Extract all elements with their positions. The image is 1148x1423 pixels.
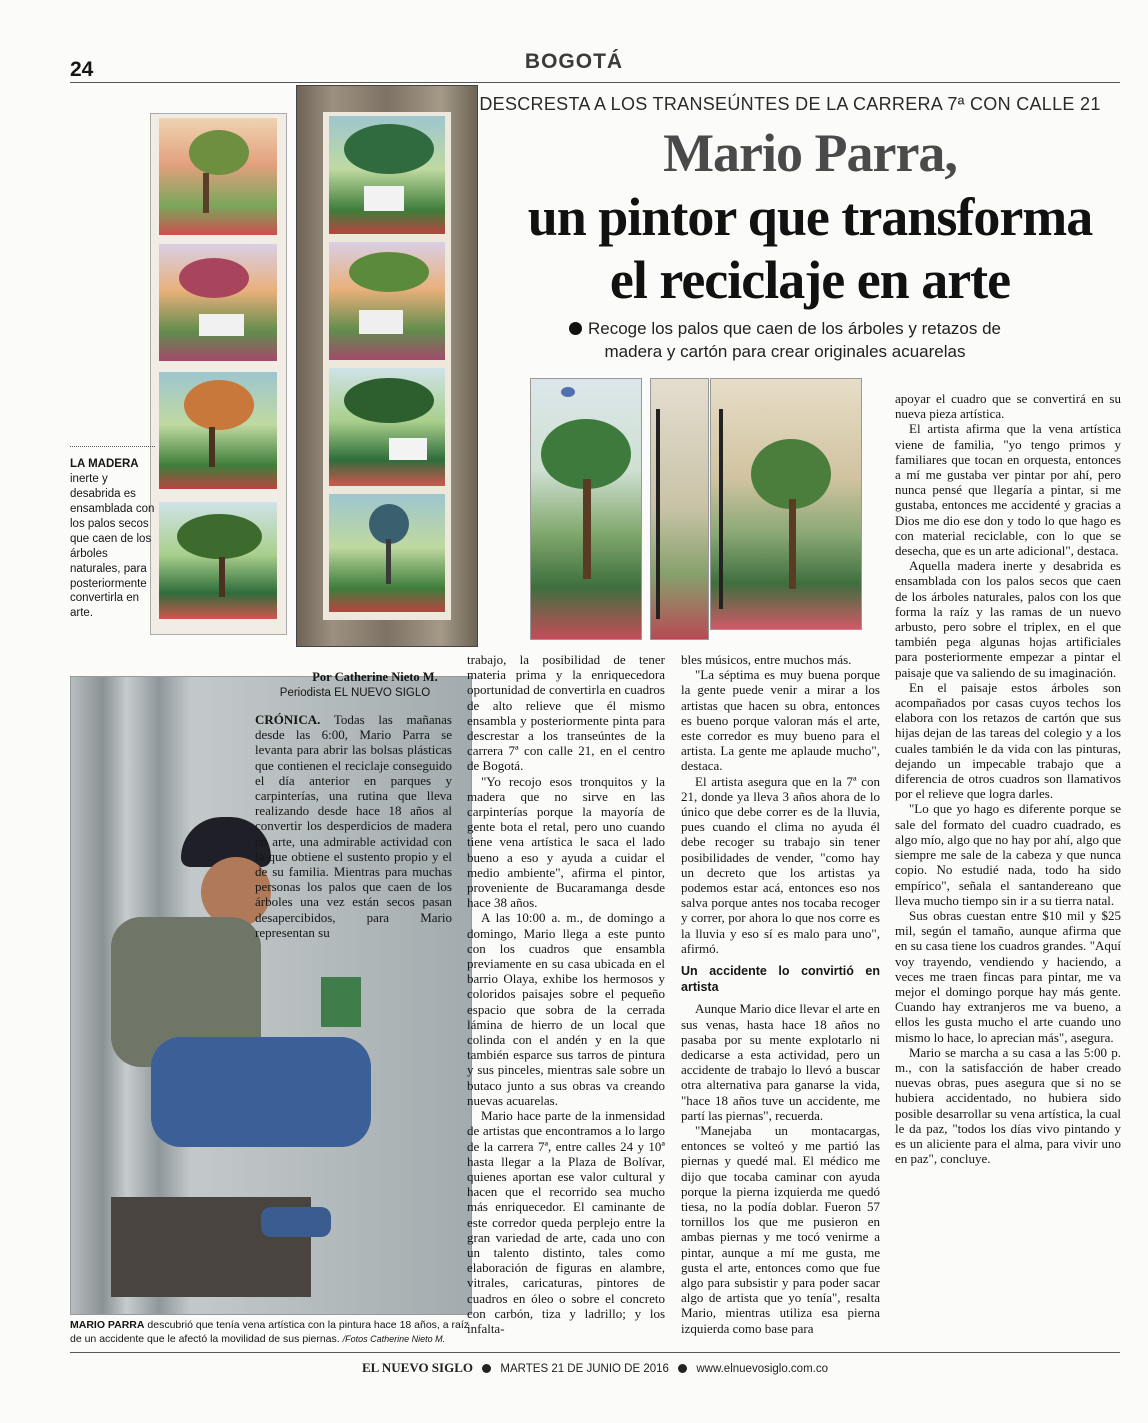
painting-panel <box>329 494 445 612</box>
dateline: CRÓNICA. <box>255 712 321 727</box>
paragraph: Sus obras cuestan entre $10 mil y $25 mil, según el tamaño, aunque afirma que en su casa tiene los cuadros grandes. "Aquí voy trayendo, vendiendo y haciendo, a veces me traen fincas para pintar, me va mejor el domingo porque hay más gente. Cuando hay extranjeros me va bueno, a ellos les gusta mucho el arte cuando uno mismo lo hace, lo aprecian más", asegura. <box>895 907 1121 1045</box>
byline-role: Periodista EL NUEVO SIGLO <box>279 687 431 699</box>
headline-line-2: un pintor que transforma <box>527 186 1093 247</box>
paragraph: Todas las mañanas desde las 6:00, Mario Parra se levanta para abrir las bolsas plásticas que contienen el reciclaje conseguido el día anterior en parques y carpinterías, una rutina que lleva realizando desde hace 18 años al convertir los desperdicios de madera en arte, una admirable actividad con la que obtiene el sustento propio y el de su familia. Mientras para muchas personas los palos que caen de los árboles una vez están secos pasan desapercibidos, para Mario representan su <box>255 712 452 940</box>
paragraph: bles músicos, entre muchos más. <box>681 652 852 667</box>
headline-line-1: Mario Parra, <box>663 123 957 183</box>
column-3 <box>681 652 880 1336</box>
wood-caption <box>70 446 155 621</box>
photo-caption-title: MARIO PARRA <box>70 1319 145 1331</box>
painting-panel <box>159 372 277 489</box>
paragraph: "Yo recojo esos tronquitos y la madera que no sirve en las carpinterías porque la mayoría de gente bota el retal, pero uno cuando tiene vena artística le saca el lado bueno a eso y ayuda a cuidar el medio ambiente", afirma el pintor, proveniente de Bucaramanga desde hace 38 años. <box>467 773 665 911</box>
page-number: 24 <box>70 58 94 81</box>
paragraph: Mario hace parte de la inmensidad de artistas que encontramos a lo largo de la carrera 7ª, entre calles 24 y 10ª hasta llegar a la Plaza de Bolívar, quienes aportan ese valor cultural y hacen que el recorrido sea mucho más enriquecedor. El caminante de este corredor queda perplejo entre la gran variedad de arte, cada uno con un talento distinto, tales como elaboración de figuras en alambre, vitrales, caricaturas, pintores de cuadros en óleo o sobre el concreto con carbón, tiza y ladrillo; y los infalta- <box>467 1108 665 1336</box>
section-subhead: Un accidente lo convirtió en artista <box>681 964 880 994</box>
painting-panel <box>329 368 445 486</box>
painting-panel <box>329 116 445 234</box>
paragraph: "La séptima es muy buena porque la gente puede venir a mirar a los artistas que hacen su obra, entonces es bueno porque valoran más el arte, este corredor es muy bueno para el artista. La gente me aplaude mucho", destaca. <box>681 667 880 774</box>
headline-line-3: el reciclaje en arte <box>609 250 1011 311</box>
paper-logo: EL NUEVO SIGLO <box>362 1360 473 1375</box>
byline: Por Catherine Nieto M. <box>312 670 438 684</box>
framed-painting-photo <box>296 85 478 647</box>
painting-panel <box>159 118 277 235</box>
paragraph: "Manejaba un montacargas, entonces se volteó y me partió las piernas y quedé mal. El médico me dijo que tocaba caminar con ayuda porque la pierna izquierda me quedó tiesa, no la podía doblar. Fueron 57 tornillos los que me pusieron en ambas piernas y me tocó venirme a pintar, aunque a mí me gusta, me gusta el arte, entonces como que fue algo para subsistir y para poder sacar algo de artista que yo tenía", resalta Mario, mientras utiliza esa pierna izquierda como base para <box>681 1122 880 1336</box>
paragraph: trabajo, la posibilidad de tener materia prima y la enriquecedora oportunidad de convertirla en cuadros de alto relieve que él mismo ensambla y posteriormente pinta para descrestar a los transeúntes de la carrera 7ª con calle 21, en el centro de Bogotá. <box>467 652 665 774</box>
photo-caption <box>70 1318 470 1346</box>
wood-caption-text: inerte y desabrida es ensamblada con los palos secos que caen de los árboles naturales, para posteriormente convertirla en arte. <box>70 472 155 620</box>
bullet-icon <box>482 1364 491 1373</box>
section-title: BOGOTÁ <box>524 50 624 73</box>
wood-caption-title: LA MADERA <box>70 458 139 470</box>
footer-url: www.elnuevosiglo.com.co <box>696 1363 828 1375</box>
paragraph: Aunque Mario dice llevar el arte en sus venas, hasta hace 18 años no pasaba por su mente explotarlo ni dedicarse a esta actividad, pero un accidente de trabajo lo llevó a buscar otra alternativa para ganarse la vida, "hace 18 años tuve un accidente, me partí las piernas", recuerda. <box>681 1001 880 1123</box>
paragraph: En el paisaje estos árboles son acompañados por casas cuyos techos los elabora con los retazos de cartón que sus hijas dejan de las tareas del colegio y a los cuales también le da vida con las pinturas, dejando un impecable trabajo que a diferencia de otros cuadros son llamativos por el relieve que logra darles. <box>895 679 1121 802</box>
paragraph: A las 10:00 a. m., de domingo a domingo, Mario llega a este punto con los cuadros que ensambla previamente en su casa ubicada en el barrio Olaya, exhibe los hermosos y coloridos paisajes sobre el pequeño espacio que sobra de la cerrada lámina de hierro de un local que colinda con el andén y en la que también esparce sus tarros de pintura y sus pinceles, mientras sale sobre un butaco junto a sus obras va creando nuevas acuarelas. <box>467 910 665 1108</box>
paragraph: El artista afirma que la vena artística viene de familia, "yo tengo primos y familiares que tocan en orquesta, entonces a mí me gustaba ver pintar por ahí, pero nunca pensé que llegaría a pintar, si me gustaba, entonces me accidenté y gracias a Dios me dio ese don y todo lo que hago es con material reciclable, con lo que se desecha, que es un arte adicional", destaca. <box>895 421 1121 559</box>
photo-caption-text: descubrió que tenía vena artística con la pintura hace 18 años, a raíz de un accidente que le afectó la movilidad de sus piernas. <box>70 1319 470 1346</box>
paragraph: Aquella madera inerte y desabrida es ensamblada con los palos secos que caen de los árboles naturales, palos con los que forma la raíz y las ramas de un nuevo arbusto, pero sobre el triplex, en el que también pega algunas hojas artificiales para posteriormente empezar a pintar el paisaje que va saliendo de su imaginación. <box>895 558 1121 680</box>
subhead-text: Recoge los palos que caen de los árboles y retazos de madera y cartón para crear originales acuarelas <box>588 319 1001 361</box>
bullet-icon <box>678 1364 687 1373</box>
footer-rule <box>70 1352 1120 1353</box>
header-rule <box>70 82 1120 83</box>
headline <box>470 122 1148 313</box>
painting-panel <box>159 502 277 619</box>
column-1 <box>255 712 452 940</box>
photo-credit: /Fotos Catherine Nieto M. <box>342 1334 446 1345</box>
column-2 <box>467 652 665 1336</box>
relief-painting-photo <box>650 378 709 640</box>
frame-canvas <box>323 112 451 620</box>
bullet-icon <box>569 322 582 335</box>
footer <box>70 1360 1120 1376</box>
kicker: DESCRESTA A LOS TRANSEÚNTES DE LA CARRERA 7ª CON CALLE 21 <box>479 94 1101 114</box>
subhead <box>560 318 1010 364</box>
painting-panel <box>329 242 445 360</box>
footer-date: MARTES 21 DE JUNIO DE 2016 <box>500 1363 669 1375</box>
relief-painting-photo <box>710 378 862 630</box>
relief-painting-photo <box>530 378 642 640</box>
column-4 <box>895 391 1121 1166</box>
paragraph: El artista asegura que en la 7ª con 21, donde ya lleva 3 años ahora de lo único que debe correr es de la lluvia, pues cuando el clima no ayuda él debe recoger su trabajo sin tener posibilidades de vender, "como hay un decreto que los artistas ya podemos estar acá, entonces eso nos salva porque antes nos tocaba recoger y correr, por ahora lo que nos corre es la lluvia y eso sí es malo para uno", afirmó. <box>681 773 880 956</box>
paragraph: "Lo que yo hago es diferente porque se sale del formato del cuadro cuadrado, es algo mío, algo que no hay por ahí, algo que siempre me sale de la cabeza y que nunca copio. No estudié nada, todo ha sido empírico", señala el santandereano que lleva mucho tiempo sin ir a su tierra natal. <box>895 801 1121 908</box>
paragraph: apoyar el cuadro que se convertirá en su nueva pieza artística. <box>895 391 1121 422</box>
painting-board-photo <box>150 113 287 635</box>
paragraph: Mario se marcha a su casa a las 5:00 p. m., con la satisfacción de haber creado nuevas obras, pues asegura que si no se hubiera accidentado, no hubiera sido posible desarrollar su vena artística, la cual le da paz, "todos los días vivo pintando y es un aliciente para el alma, para vivir uno en paz", concluye. <box>895 1044 1121 1167</box>
painting-panel <box>159 244 277 361</box>
column-1-text <box>255 712 452 940</box>
